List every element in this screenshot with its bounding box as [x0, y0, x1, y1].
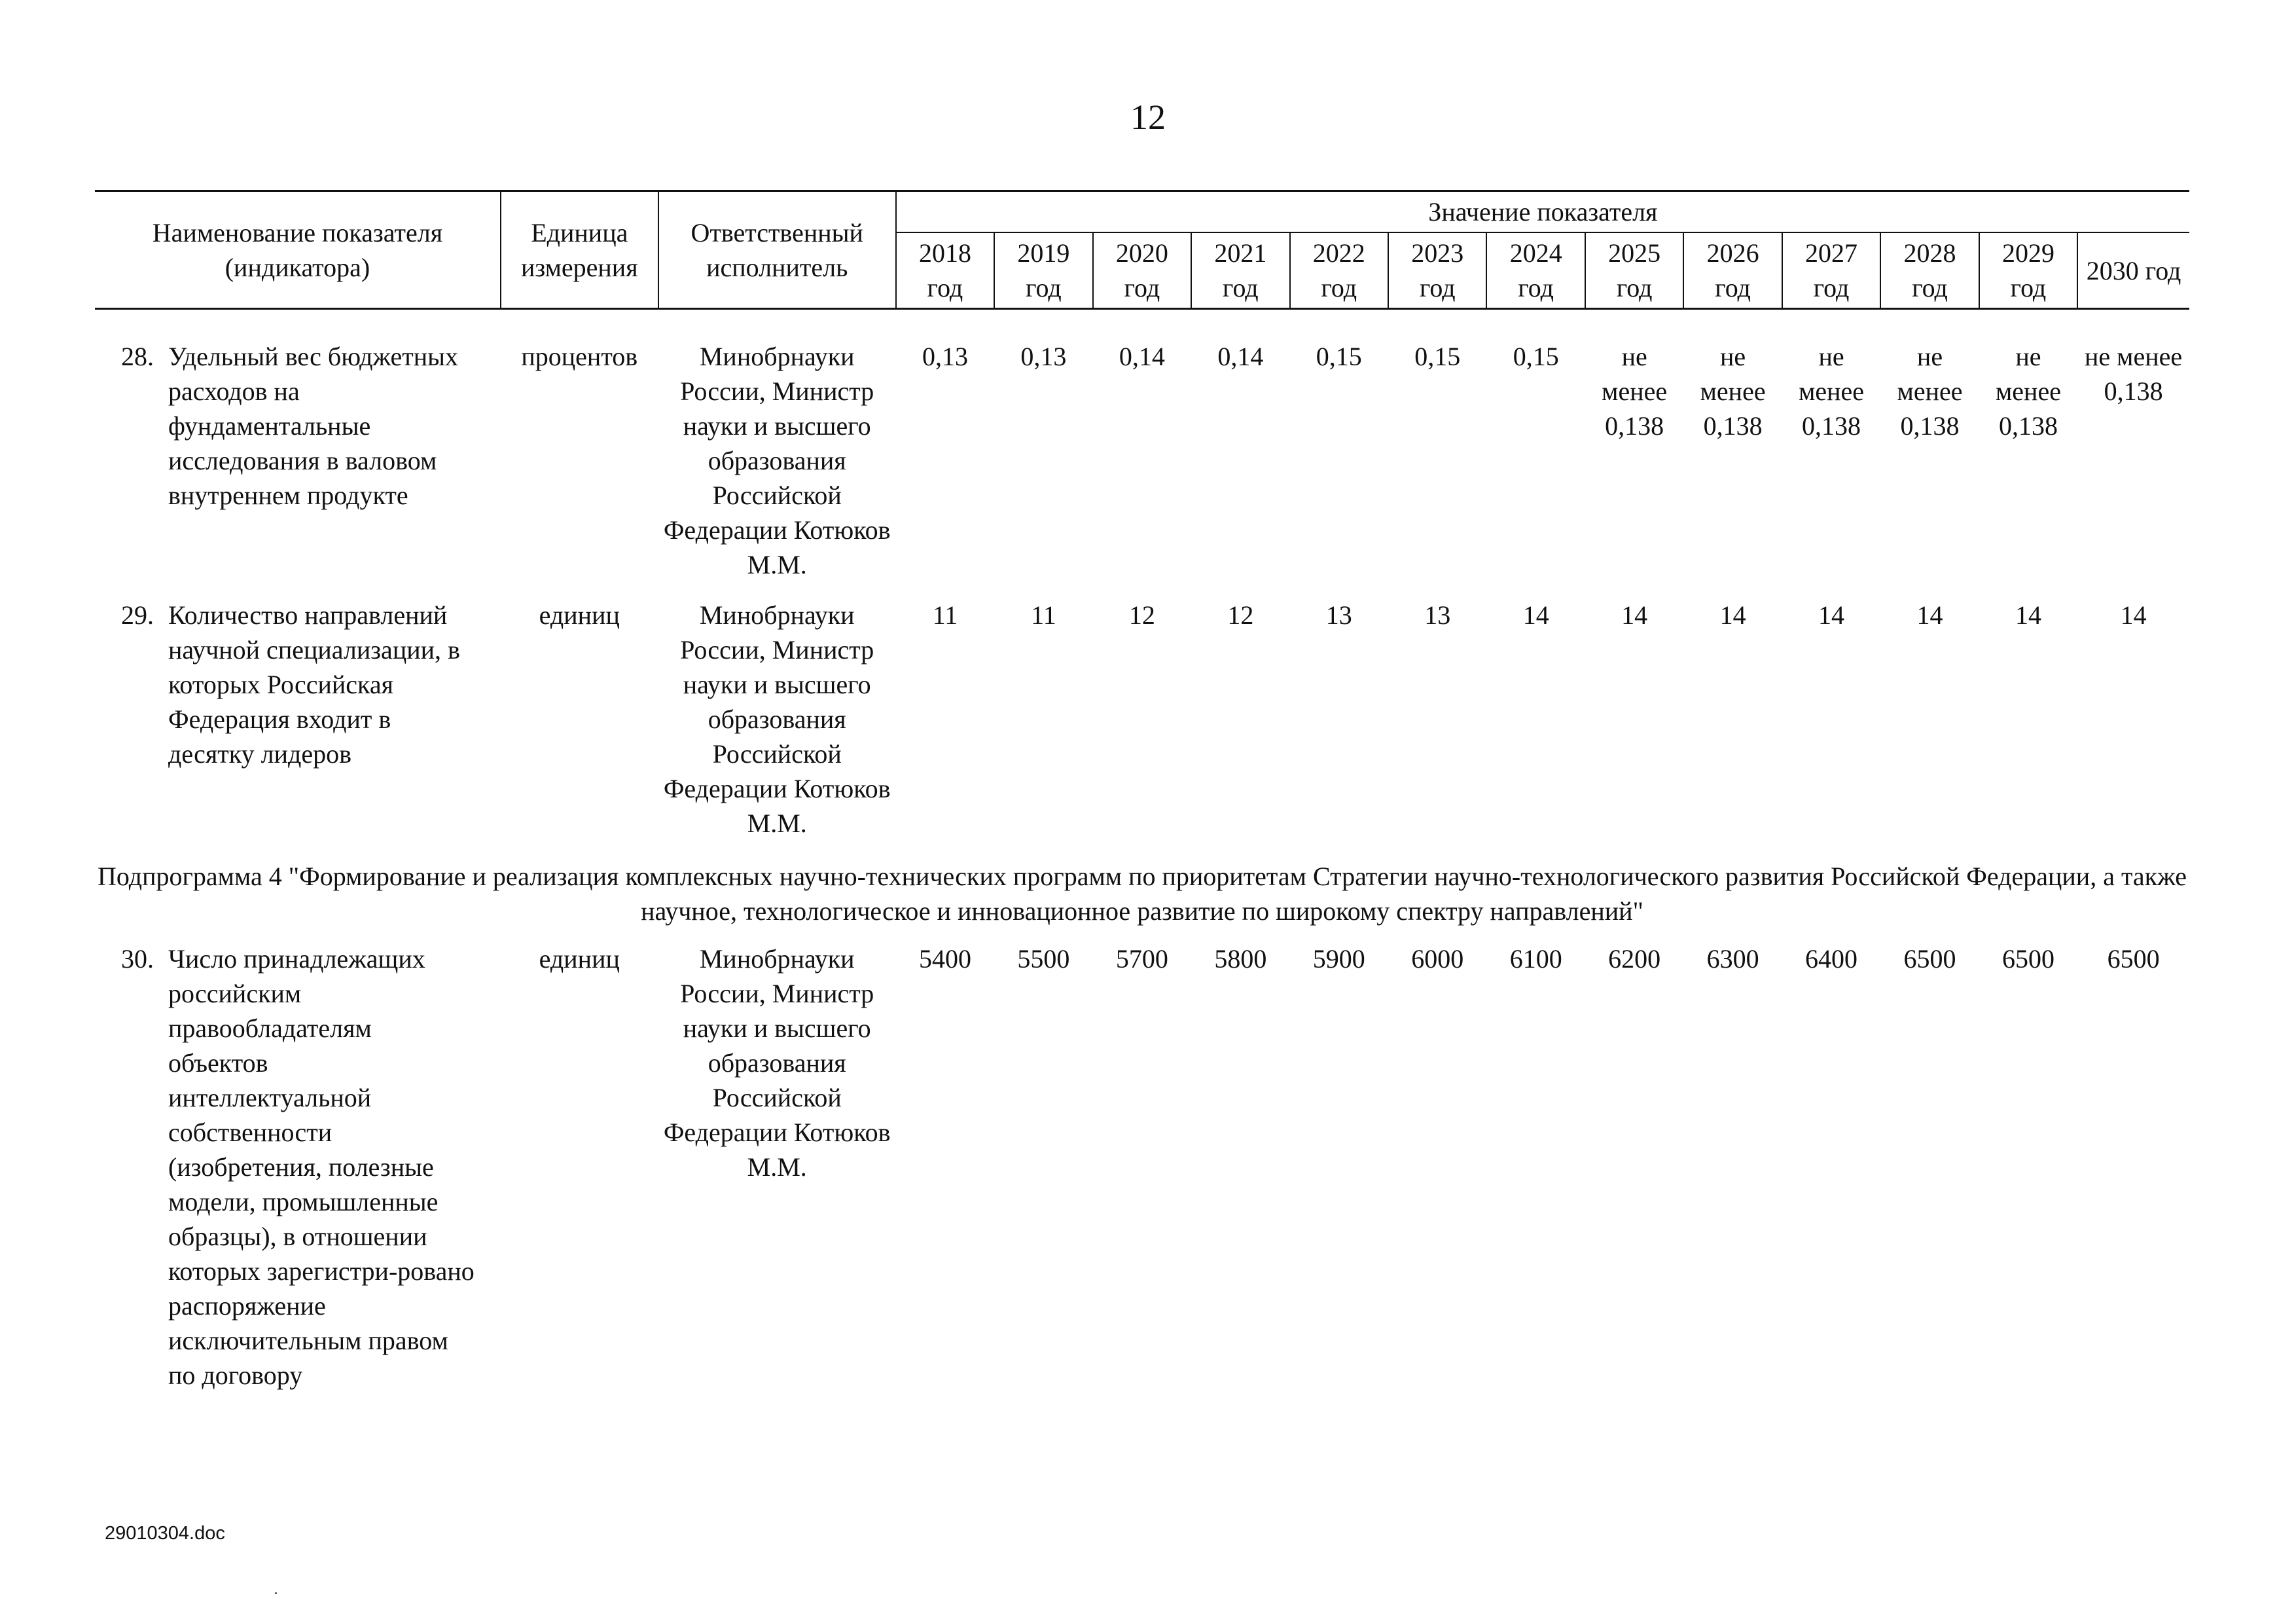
responsible-cell: Минобрнауки России, Министр науки и высшего образования Российской Федерации Котюков М.М.: [663, 944, 891, 1182]
unit-cell: единиц: [539, 600, 620, 630]
indicator-name-cell: [95, 339, 501, 598]
value-cell: 0,15: [1414, 342, 1461, 371]
indicator-table: [95, 190, 2189, 1408]
indicator-name-cell: [95, 598, 501, 856]
value-cell: не менее 0,138: [1897, 342, 1963, 441]
header-year: 2024 год: [1486, 232, 1585, 309]
table-row: [95, 339, 2189, 598]
subprogram-row: [95, 856, 2189, 941]
value-cell: 14: [1719, 600, 1746, 630]
scan-speck: [275, 1592, 277, 1594]
header-name: Наименование показателя (индикатора): [95, 191, 501, 309]
table-row: [95, 598, 2189, 856]
value-cell: 13: [1325, 600, 1352, 630]
value-cell: 14: [1621, 600, 1648, 630]
value-cell: 14: [2120, 600, 2147, 630]
indicator-name: Число принадлежащих российским правообладателям объектов интеллектуальной собственности (изобретения, полезные модели, промышленные образцы), в отношении которых зарегистри-ровано распоряжение исключительным правом по договору: [168, 944, 475, 1390]
value-cell: 6400: [1805, 944, 1858, 974]
responsible-cell: Минобрнауки России, Министр науки и высшего образования Российской Федерации Котюков М.М.: [663, 342, 891, 579]
header-row-1: [95, 191, 2189, 233]
value-cell: 6000: [1411, 944, 1464, 974]
value-cell: 0,14: [1217, 342, 1264, 371]
value-cell: 5900: [1312, 944, 1365, 974]
header-unit: Единица измерения: [501, 191, 658, 309]
value-cell: не менее 0,138: [1799, 342, 1865, 441]
indicator-name: Удельный вес бюджетных расходов на фундаментальные исследования в валовом внутреннем продукте: [168, 342, 459, 510]
value-cell: 14: [1522, 600, 1549, 630]
header-year: 2021 год: [1191, 232, 1289, 309]
indicator-name: Количество направлений научной специализации, в которых Российская Федерация входит в десятку лидеров: [168, 600, 460, 769]
value-cell: не менее 0,138: [1602, 342, 1668, 441]
row-number: 28.: [121, 342, 154, 371]
header-value-group: Значение показателя: [896, 191, 2189, 233]
indicator-name-cell: [95, 941, 501, 1408]
value-cell: не менее 0,138: [1995, 342, 2061, 441]
responsible-cell: Минобрнауки России, Министр науки и высшего образования Российской Федерации Котюков М.М.: [663, 600, 891, 838]
subprogram-title: Подпрограмма 4 "Формирование и реализация комплексных научно-технических программ по приоритетам Стратегии научно-технологического развития Российской Федерации, а также научное, технологическое и инновационное развитие по широкому спектру направлений": [98, 862, 2187, 926]
value-cell: 6500: [2001, 944, 2054, 974]
value-cell: 6500: [2107, 944, 2160, 974]
table-row: [95, 941, 2189, 1408]
header-year: 2029 год: [1979, 232, 2077, 309]
value-cell: 14: [1818, 600, 1845, 630]
value-cell: 13: [1424, 600, 1451, 630]
header-year: 2030 год: [2077, 232, 2189, 309]
header-year: 2027 год: [1782, 232, 1880, 309]
header-year: 2020 год: [1093, 232, 1191, 309]
header-year: 2019 год: [994, 232, 1092, 309]
value-cell: 12: [1128, 600, 1155, 630]
value-cell: 11: [1031, 600, 1056, 630]
value-cell: 6300: [1706, 944, 1759, 974]
value-cell: 14: [2015, 600, 2041, 630]
value-cell: 0,13: [922, 342, 968, 371]
page-number: 12: [1130, 98, 1166, 137]
value-cell: 0,14: [1119, 342, 1165, 371]
value-cell: 14: [1916, 600, 1943, 630]
unit-cell: единиц: [539, 944, 620, 974]
unit-cell: процентов: [521, 342, 638, 371]
header-year: 2018 год: [896, 232, 994, 309]
value-cell: 12: [1227, 600, 1254, 630]
header-year: 2022 год: [1290, 232, 1388, 309]
value-cell: не менее 0,138: [2085, 342, 2183, 406]
header-year: 2025 год: [1585, 232, 1683, 309]
value-cell: 6200: [1608, 944, 1661, 974]
footer-filename: 29010304.doc: [105, 1523, 225, 1544]
header-responsible: Ответственный исполнитель: [658, 191, 896, 309]
value-cell: 0,13: [1020, 342, 1067, 371]
header-year: 2026 год: [1683, 232, 1782, 309]
value-cell: 6100: [1509, 944, 1562, 974]
header-year: 2023 год: [1388, 232, 1486, 309]
value-cell: 5700: [1115, 944, 1168, 974]
row-number: 30.: [121, 944, 154, 974]
value-cell: 5800: [1214, 944, 1267, 974]
value-cell: 11: [932, 600, 958, 630]
header-year: 2028 год: [1880, 232, 1979, 309]
value-cell: 0,15: [1316, 342, 1362, 371]
value-cell: 0,15: [1513, 342, 1559, 371]
spacer-row: [95, 309, 2189, 340]
value-cell: 5500: [1017, 944, 1070, 974]
value-cell: не менее 0,138: [1700, 342, 1766, 441]
value-cell: 6500: [1903, 944, 1956, 974]
row-number: 29.: [121, 600, 154, 630]
value-cell: 5400: [918, 944, 971, 974]
